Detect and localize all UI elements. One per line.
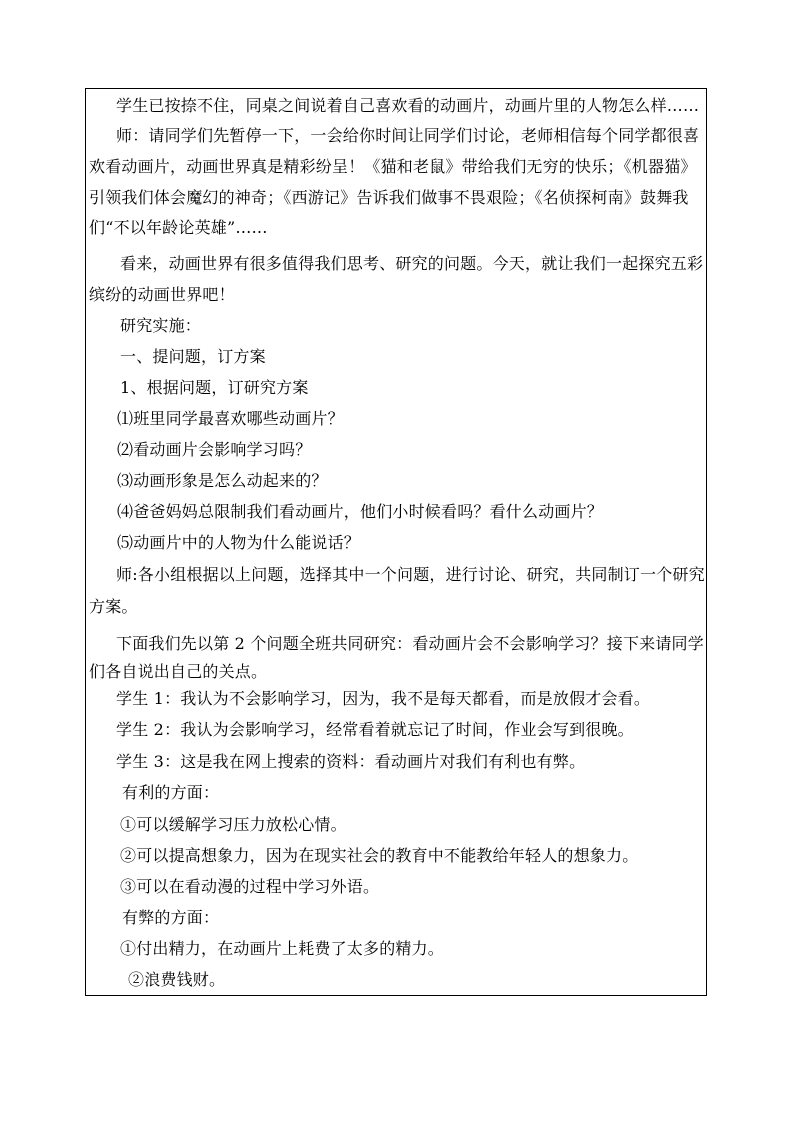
paragraph-line: 缤纷的动画世界吧！	[89, 285, 235, 304]
paragraph-line: 们各自说出自己的关点。	[89, 662, 268, 681]
subsection-heading: 1、根据问题，订研究方案	[120, 378, 309, 397]
section-heading: 研究实施：	[120, 316, 202, 335]
list-item: ⑴班里同学最喜欢哪些动画片？	[117, 409, 344, 428]
list-item: ⑸动画片中的人物为什么能说话？	[117, 533, 361, 552]
paragraph-line: 师:各小组根据以上问题，选择其中一个问题，进行讨论、研究，共同制订一个研究	[116, 565, 705, 584]
list-item: ⑵看动画片会影响学习吗？	[117, 440, 312, 459]
paragraph-line: 下面我们先以第 2 个问题全班共同研究：看动画片会不会影响学习？接下来请同学	[116, 634, 704, 653]
subsection-heading: 有弊的方面：	[122, 908, 220, 927]
paragraph-line: 方案。	[89, 597, 138, 616]
paragraph-line: 引领我们体会魔幻的神奇；《西游记》告诉我们做事不畏艰险；《名侦探柯南》鼓舞我	[89, 188, 689, 207]
paragraph-line: 学生已按捺不住，同桌之间说着自己喜欢看的动画片，动画片里的人物怎么样……	[116, 96, 700, 115]
paragraph-line: 看来，动画世界有很多值得我们思考、研究的问题。今天，就让我们一起探究五彩	[120, 254, 704, 273]
list-item: ①可以缓解学习压力放松心情。	[120, 815, 347, 834]
student-statement: 学生 3：这是我在网上搜索的资料：看动画片对我们有利也有弊。	[116, 752, 586, 771]
list-item: ⑶动画形象是怎么动起来的？	[117, 471, 328, 490]
paragraph-line: 欢看动画片，动画世界真是精彩纷呈！《猫和老鼠》带给我们无穷的快乐；《机器猫》	[89, 157, 697, 176]
list-item: ③可以在看动漫的过程中学习外语。	[120, 877, 380, 896]
paragraph-line: 师：请同学们先暂停一下，一会给你时间让同学们讨论，老师相信每个同学都很喜	[116, 126, 700, 145]
list-item: ⑷爸爸妈妈总限制我们看动画片，他们小时候看吗？看什么动画片？	[117, 502, 604, 521]
list-item: ②可以提高想象力，因为在现实社会的教育中不能教给年轻人的想象力。	[120, 846, 639, 865]
subsection-heading: 有利的方面：	[122, 783, 220, 802]
list-item: ②浪费钱财。	[128, 970, 226, 989]
paragraph-line: 们“不以年龄论英雄”……	[89, 218, 268, 237]
list-item: ①付出精力，在动画片上耗费了太多的精力。	[120, 939, 445, 958]
section-heading: 一、提问题，订方案	[120, 347, 266, 366]
student-statement: 学生 1：我认为不会影响学习，因为，我不是每天都看，而是放假才会看。	[116, 689, 651, 708]
student-statement: 学生 2：我认为会影响学习，经常看着就忘记了时间，作业会写到很晚。	[116, 720, 634, 739]
